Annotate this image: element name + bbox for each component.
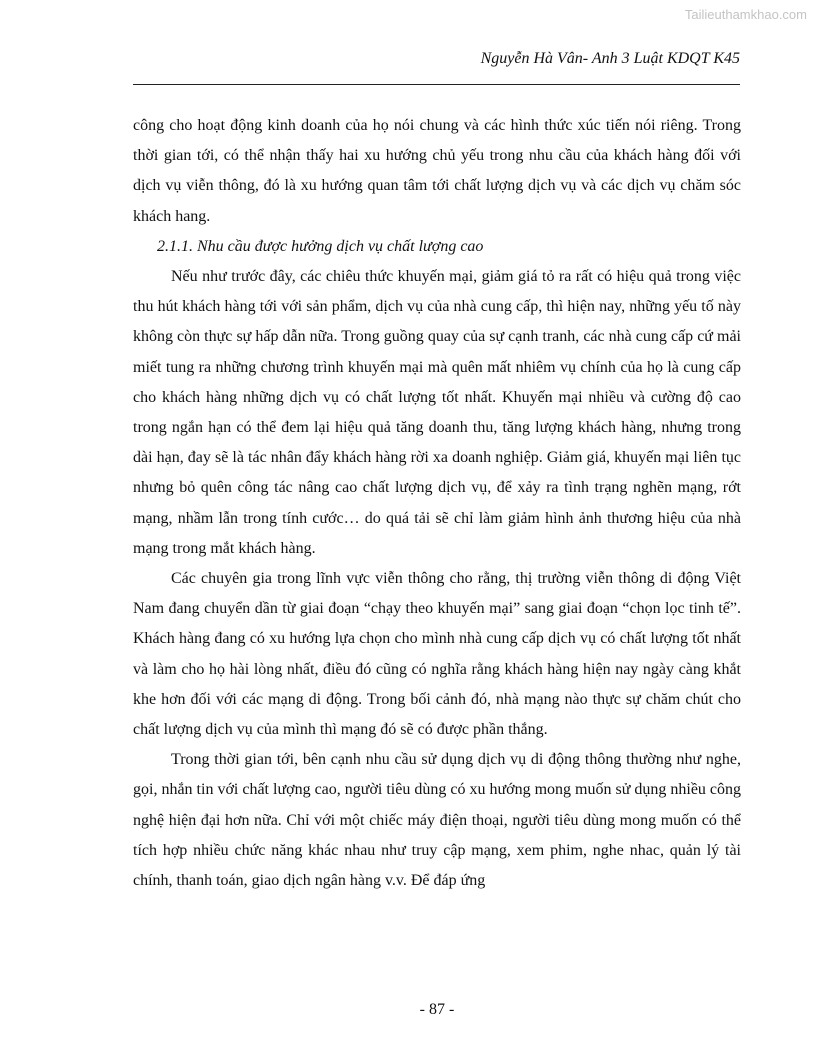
paragraph: Các chuyên gia trong lĩnh vực viễn thông cho rằng, thị trường viễn thông di động Việt Nam đang chuyển dần từ giai đoạn “chạy theo khuyến mại” sang giai đoạn “chọn lọc tinh tế”. Khách hàng đang có xu hướng lựa chọn cho mình nhà cung cấp dịch vụ có chất lượng tốt nhất và làm cho họ hài lòng nhất, điều đó cũng có nghĩa rằng khách hàng hiện nay ngày càng khắt khe hơn đối với các mạng di động. Trong bối cảnh đó, nhà mạng nào thực sự chăm chút cho chất lượng dịch vụ của mình thì mạng đó sẽ có được phần thắng. — [133, 570, 741, 739]
document-body — [133, 111, 741, 896]
header-divider — [133, 84, 740, 85]
section-subheading: 2.1.1. Nhu cầu được hưởng dịch vụ chất lượng cao — [157, 237, 484, 255]
paragraph: Nếu như trước đây, các chiêu thức khuyến mại, giảm giá tỏ ra rất có hiệu quả trong việc thu hút khách hàng tới với sản phẩm, dịch vụ của nhà cung cấp, thì hiện nay, những yếu tố này không còn thực sự hấp dẫn nữa. Trong guồng quay của sự cạnh tranh, các nhà cung cấp cứ mải miết tung ra những chương trình khuyến mại mà quên mất nhiêm vụ chính của họ là cung cấp cho khách hàng những dịch vụ có chất lượng tốt nhất. Khuyến mại nhiều và cường độ cao trong ngắn hạn có thể đem lại hiệu quả tăng doanh thu, tăng lượng khách hàng, nhưng trong dài hạn, đay sẽ là tác nhân đẩy khách hàng rời xa doanh nghiệp. Giảm giá, khuyến mại liên tục nhưng bỏ quên công tác nâng cao chất lượng dịch vụ, để xảy ra tình trạng nghẽn mạng, rớt mạng, nhầm lẫn trong tính cước… do quá tải sẽ chỉ làm giảm hình ảnh thương hiệu của nhà mạng trong mắt khách hàng. — [133, 268, 741, 557]
paragraph: Trong thời gian tới, bên cạnh nhu cầu sử dụng dịch vụ di động thông thường như nghe, gọi, nhắn tin với chất lượng cao, người tiêu dùng có xu hướng mong muốn sử dụng nhiều công nghệ hiện đại hơn nữa. Chỉ với một chiếc máy điện thoại, người tiêu dùng mong muốn có thể tích hợp nhiều chức năng khác nhau như truy cập mạng, xem phim, nghe nhac, quản lý tài chính, thanh toán, giao dịch ngân hàng v.v. Để đáp ứng — [133, 751, 742, 890]
running-header: Nguyễn Hà Vân- Anh 3 Luật KDQT K45 — [480, 50, 740, 67]
paragraph-continued: công cho hoạt động kinh doanh của họ nói chung và các hình thức xúc tiến nói riêng. Trong thời gian tới, có thể nhận thấy hai xu hướng chủ yếu trong nhu cầu của khách hàng đối với dịch vụ viễn thông, đó là xu hướng quan tâm tới chất lượng dịch vụ và các dịch vụ chăm sóc khách hang. — [133, 117, 741, 225]
watermark-text: Tailieuthamkhao.com — [684, 7, 807, 22]
page-number: - 87 - — [419, 1001, 455, 1018]
